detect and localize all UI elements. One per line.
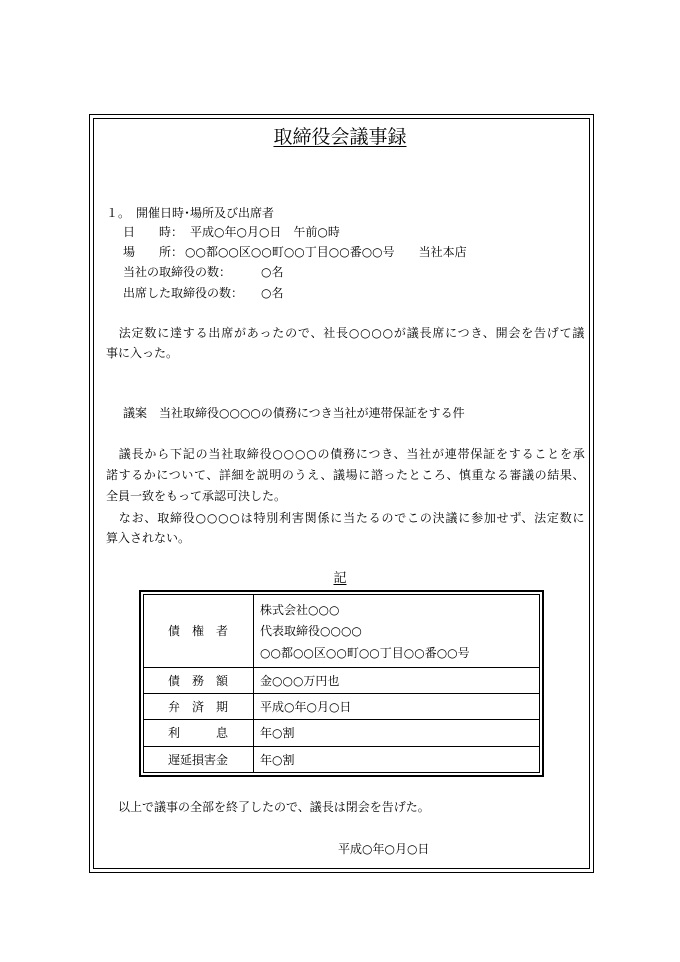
paragraph2-line4: なお、取締役○○○○は特別利害関係に当たるのでこの決議に参加せず、法定数に — [106, 511, 586, 525]
directors-total-value: ○名 — [261, 265, 284, 279]
late-charge-value: 年○割 — [260, 753, 295, 767]
creditor-line: 株式会社○○○ — [260, 603, 340, 617]
document-date: 平成○年○月○日 — [338, 842, 430, 856]
datetime-label: 日 時： — [123, 225, 184, 239]
section1-heading: １。 開催日時･場所及び出席者 — [106, 206, 275, 220]
paragraph2-line5: 算入されない。 — [106, 531, 191, 545]
paragraph2-line2: 諾するかについて、詳細を説明のうえ、議場に諮ったところ、慎重なる審議の結果、 — [106, 468, 586, 482]
paragraph2-line1: 議長から下記の当社取締役○○○○の債務につき、当社が連帯保証をすることを承 — [106, 447, 586, 461]
table-row-divider — [143, 719, 540, 720]
datetime-value: 平成○年○月○日 午前○時 — [190, 225, 340, 239]
place-label: 場 所： — [123, 245, 184, 259]
directors-total-label: 当社の取締役の数： — [123, 265, 232, 279]
interest-label: 利 息 — [167, 726, 228, 740]
late-charge-label: 遅延損害金 — [167, 753, 228, 767]
directors-present-label: 出席した取締役の数： — [123, 286, 244, 300]
due-date-value: 平成○年○月○日 — [260, 700, 352, 714]
place-value: ○○都○○区○○町○○丁目○○番○○号 当社本店 — [185, 245, 467, 259]
table-row-divider — [143, 746, 540, 747]
amount-label: 債 務 額 — [167, 674, 228, 688]
paragraph2-line3: 全員一致をもって承認可決した。 — [106, 489, 287, 503]
creditor-line: ○○都○○区○○町○○丁目○○番○○号 — [260, 646, 470, 660]
amount-value: 金○○○万円也 — [260, 674, 340, 688]
creditor-line: 代表取締役○○○○ — [260, 624, 362, 638]
document-title: 取締役会議事録 — [273, 126, 407, 148]
interest-value: 年○割 — [260, 726, 295, 740]
paragraph1-line1: 法定数に達する出席があったので、社長○○○○が議長席につき、開会を告げて議 — [106, 326, 586, 340]
directors-present-value: ○名 — [261, 286, 284, 300]
closing-statement: 以上で議事の全部を終了したので、議長は閉会を告げた。 — [106, 800, 430, 814]
creditor-label: 債 権 者 — [167, 624, 228, 638]
table-row-divider — [143, 667, 540, 668]
due-date-label: 弁 済 期 — [167, 700, 228, 714]
agenda-title: 議案 当社取締役○○○○の債務につき当社が連帯保証をする件 — [123, 406, 465, 420]
ki-heading: 記 — [333, 571, 347, 586]
table-row-divider — [143, 693, 540, 694]
paragraph1-line2: 事に入った。 — [106, 346, 179, 360]
